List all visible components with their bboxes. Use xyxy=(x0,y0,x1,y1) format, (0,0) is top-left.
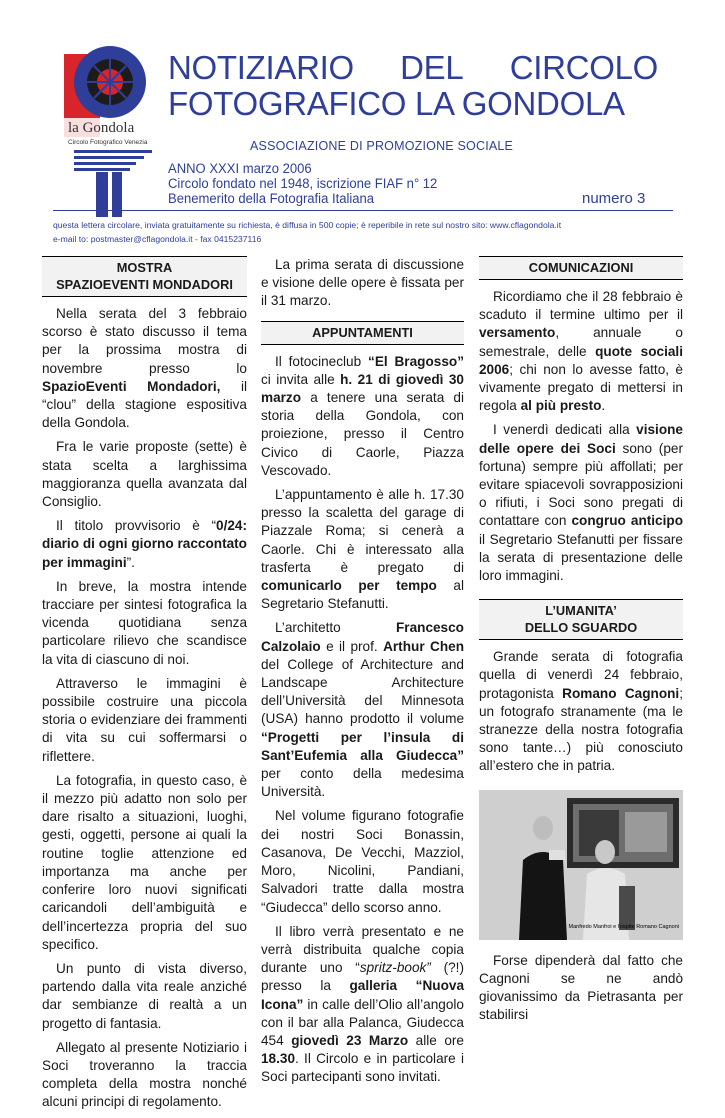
distribution-note: questa lettera circolare, inviata gratuitamente su richiesta, è diffusa in 500 copie; è reperibile in rete sul nostro sito: www.cflagondola.it xyxy=(53,220,562,230)
founded-info: Circolo fondato nel 1948, iscrizione FIAF n° 12 xyxy=(168,176,438,192)
appuntamenti-paragraph-3 xyxy=(261,619,464,801)
text-bold: comunicarlo per tempo xyxy=(261,578,437,594)
contact-note: e-mail to: postmaster@cflagondola.it - fax 0415237116 xyxy=(53,234,262,244)
text-bold: h. 21 di giovedì 30 marzo xyxy=(261,371,464,406)
mostra-paragraph-8: Allegato al presente Notiziario i Soci troveranno la traccia completa della mostra nonché alcuni principi di regolamento. xyxy=(42,1039,247,1110)
comunicazioni-paragraph-1 xyxy=(479,288,683,415)
text-bold: Romano Cagnoni xyxy=(562,685,680,701)
text: Il titolo provvisorio è “ xyxy=(56,518,217,534)
comunicazioni-paragraph-2 xyxy=(479,421,683,585)
heading-mostra-line2: SPAZIOEVENTI MONDADORI xyxy=(56,277,233,292)
column-mostra xyxy=(42,256,247,1118)
text: e il prof. xyxy=(320,638,384,654)
text: . Il Circolo e in particolare i Soci partecipanti sono invitati. xyxy=(261,1051,464,1085)
edition-info xyxy=(168,162,437,207)
text: , annuale o semestrale, delle xyxy=(479,325,683,359)
mostra-paragraph-3 xyxy=(42,517,247,572)
text: ; un fotografo stranamente (ma le stranezze della nostra fotografia sono tante…) più conosciuto all’estero che in patria. xyxy=(479,685,683,774)
heading-umanita-line2: DELLO SGUARDO xyxy=(524,620,638,636)
heading-mostra-line1: MOSTRA xyxy=(116,260,173,275)
text: L’architetto xyxy=(275,620,396,636)
text-bold: al più presto xyxy=(520,398,602,414)
heading-mostra xyxy=(42,256,247,297)
mostra-paragraph-6: La fotografia, in questo caso, è il mezzo più adatto non solo per dare risalto a situazioni, luoghi, gesti, oggetti, persone ai quali la routine toglie attenzione ed importanza ma anche per conferire loro nuovi significati caricandoli dell’ambiguità e dell’incertezza propria del suo specifico. xyxy=(42,772,247,952)
middle-intro: La prima serata di discussione e visione delle opere è fissata per il 31 marzo. xyxy=(261,257,464,309)
logo-tagline: Circolo Fotografico Venezia xyxy=(68,139,148,146)
heading-umanita-line1: L’UMANITA’ xyxy=(545,603,617,619)
text: il Segretario Stefanutti per fissare la serata di presentazione delle loro immagini. xyxy=(479,531,683,584)
text: ci invita alle xyxy=(261,371,341,387)
text: Grande serata di fotografia quella di venerdì 24 febbraio, protagonista xyxy=(479,649,683,701)
mostra-paragraph-1 xyxy=(42,305,247,432)
title-word-1: NOTIZIARIO xyxy=(168,49,354,86)
text-bold: congruo anticipo xyxy=(571,513,683,529)
masthead-divider xyxy=(53,210,673,211)
text-bold: giovedì 23 Marzo xyxy=(291,1032,409,1048)
text-bold: SpazioEventi Mondadori, xyxy=(42,378,221,394)
merit-info: Benemerito della Fotografia Italiana xyxy=(168,191,375,207)
text-bold: visione delle opere dei Soci xyxy=(479,422,683,456)
photo-caption: Manfredo Manfroi e l'ospite Romano Cagnoni xyxy=(568,924,679,931)
text-italic: spritz-book” xyxy=(359,960,431,976)
text: al Segretario Stefanutti. xyxy=(261,578,464,612)
text: a tenere una serata di storia della Gondola, con proiezione, presso il Centro Civico di Caorle, Piazza Vescovado. xyxy=(261,390,464,478)
text-bold: 18.30 xyxy=(261,1051,296,1067)
umanita-paragraph-1 xyxy=(479,648,683,775)
appuntamenti-paragraph-5 xyxy=(261,923,464,1087)
text-bold: versamento xyxy=(479,325,556,341)
logo-text: la Gondola xyxy=(68,120,135,136)
text: in calle dell’Olio all’angolo con il bar alla Palanca, Giudecca 454 xyxy=(261,996,464,1048)
text: . xyxy=(601,398,606,414)
heading-appuntamenti: APPUNTAMENTI xyxy=(261,321,464,345)
text: Il fotocineclub xyxy=(275,353,369,369)
umanita-paragraph-2: Forse dipenderà dal fatto che Cagnoni se ne andò giovanissimo da Pietrasanta per stabilirsi xyxy=(479,952,683,1023)
column-comunicazioni xyxy=(479,256,683,1030)
title-word-3: CIRCOLO xyxy=(509,49,658,86)
text-bold: “Progetti per l’insula di Sant’Eufemia alla Giudecca” xyxy=(261,729,464,763)
text: I venerdì dedicati alla xyxy=(493,422,637,438)
appuntamenti-paragraph-4: Nel volume figurano fotografie dei nostri Soci Bonassin, Casanova, De Vecchi, Mazziol, Moro, Nicolini, Pandiani, Salvadori tratte dalla mostra “Giudecca” dello scorso anno. xyxy=(261,808,464,915)
association-subtitle: ASSOCIAZIONE DI PROMOZIONE SOCIALE xyxy=(250,139,514,153)
title-line-2: FOTOGRAFICO LA GONDOLA xyxy=(168,85,625,122)
mostra-paragraph-2: Fra le varie proposte (sette) è stata scelta a larghissima maggioranza quella avanzata dal Consiglio. xyxy=(42,439,247,510)
text: Il libro verrà presentato e ne verrà distribuita qualche copia durante uno “ xyxy=(261,923,464,976)
text: Ricordiamo che il 28 febbraio è scaduto il termine ultimo per il xyxy=(479,289,683,323)
text: il “clou” della stagione espositiva della Gondola. xyxy=(42,378,247,431)
exhibition-title: 0/24: diario di ogni giorno raccontato per immagini xyxy=(42,518,247,570)
event-photo xyxy=(479,790,683,940)
event-photo-image xyxy=(479,790,683,940)
text-bold: Arthur Chen xyxy=(383,638,464,654)
text: sono (per fortuna) sempre più affollati; per evitare spiacevoli sovrapposizioni o rifiuti, i Soci sono pregati di contattare con xyxy=(479,440,683,529)
title-word-2: DEL xyxy=(400,49,464,86)
newsletter-title xyxy=(168,50,688,122)
text: del College of Architecture and Landscape Architecture dell’Università del Minnesota (USA) hanno prodotto il volume xyxy=(261,656,464,727)
mostra-paragraph-7: Un punto di vista diverso, partendo dalla vita reale anziché dar sembianze di realtà a un progetto di fantasia. xyxy=(42,960,247,1031)
issue-number: numero 3 xyxy=(582,190,646,207)
club-logo xyxy=(60,42,168,217)
mostra-paragraph-5: Attraverso le immagini è possibile costruire una piccola storia o evidenziare dei frammenti di vita su cui soffermarsi o riflettere. xyxy=(42,675,247,764)
text-bold: galleria “Nuova Icona” xyxy=(261,978,464,1012)
edition-date: ANNO XXXI marzo 2006 xyxy=(168,161,312,177)
text-bold: quote sociali 2006 xyxy=(479,343,683,377)
text: ; chi non lo avesse fatto, è vivamente pregato di mettersi in regola xyxy=(479,361,683,414)
text: ”. xyxy=(126,554,135,570)
text: per conto della medesima Università. xyxy=(261,766,464,800)
heading-comunicazioni: COMUNICAZIONI xyxy=(479,256,683,280)
appuntamenti-paragraph-2 xyxy=(261,486,464,613)
text: (?!) presso la xyxy=(261,960,464,994)
text: L’appuntamento è alle h. 17.30 presso la scaletta del garage di Piazzale Roma; si cenerà a Caorle. Chi è interessato alla trasferta è pregato di xyxy=(261,487,464,575)
text-bold: “El Bragosso” xyxy=(368,353,464,369)
text: alle ore xyxy=(408,1032,464,1048)
mostra-paragraph-4: In breve, la mostra intende tracciare per sintesi fotografica la vicenda quotidiana senza particolare rilievo che scandisce la vita di ciascuno di noi. xyxy=(42,578,247,667)
column-appuntamenti xyxy=(261,256,464,1093)
heading-umanita xyxy=(479,599,683,640)
text-bold: Francesco Calzolaio xyxy=(261,620,464,654)
text: Nella serata del 3 febbraio scorso è stato discusso il tema per la prossima mostra di novembre presso lo xyxy=(42,306,247,376)
appuntamenti-paragraph-1 xyxy=(261,353,464,480)
